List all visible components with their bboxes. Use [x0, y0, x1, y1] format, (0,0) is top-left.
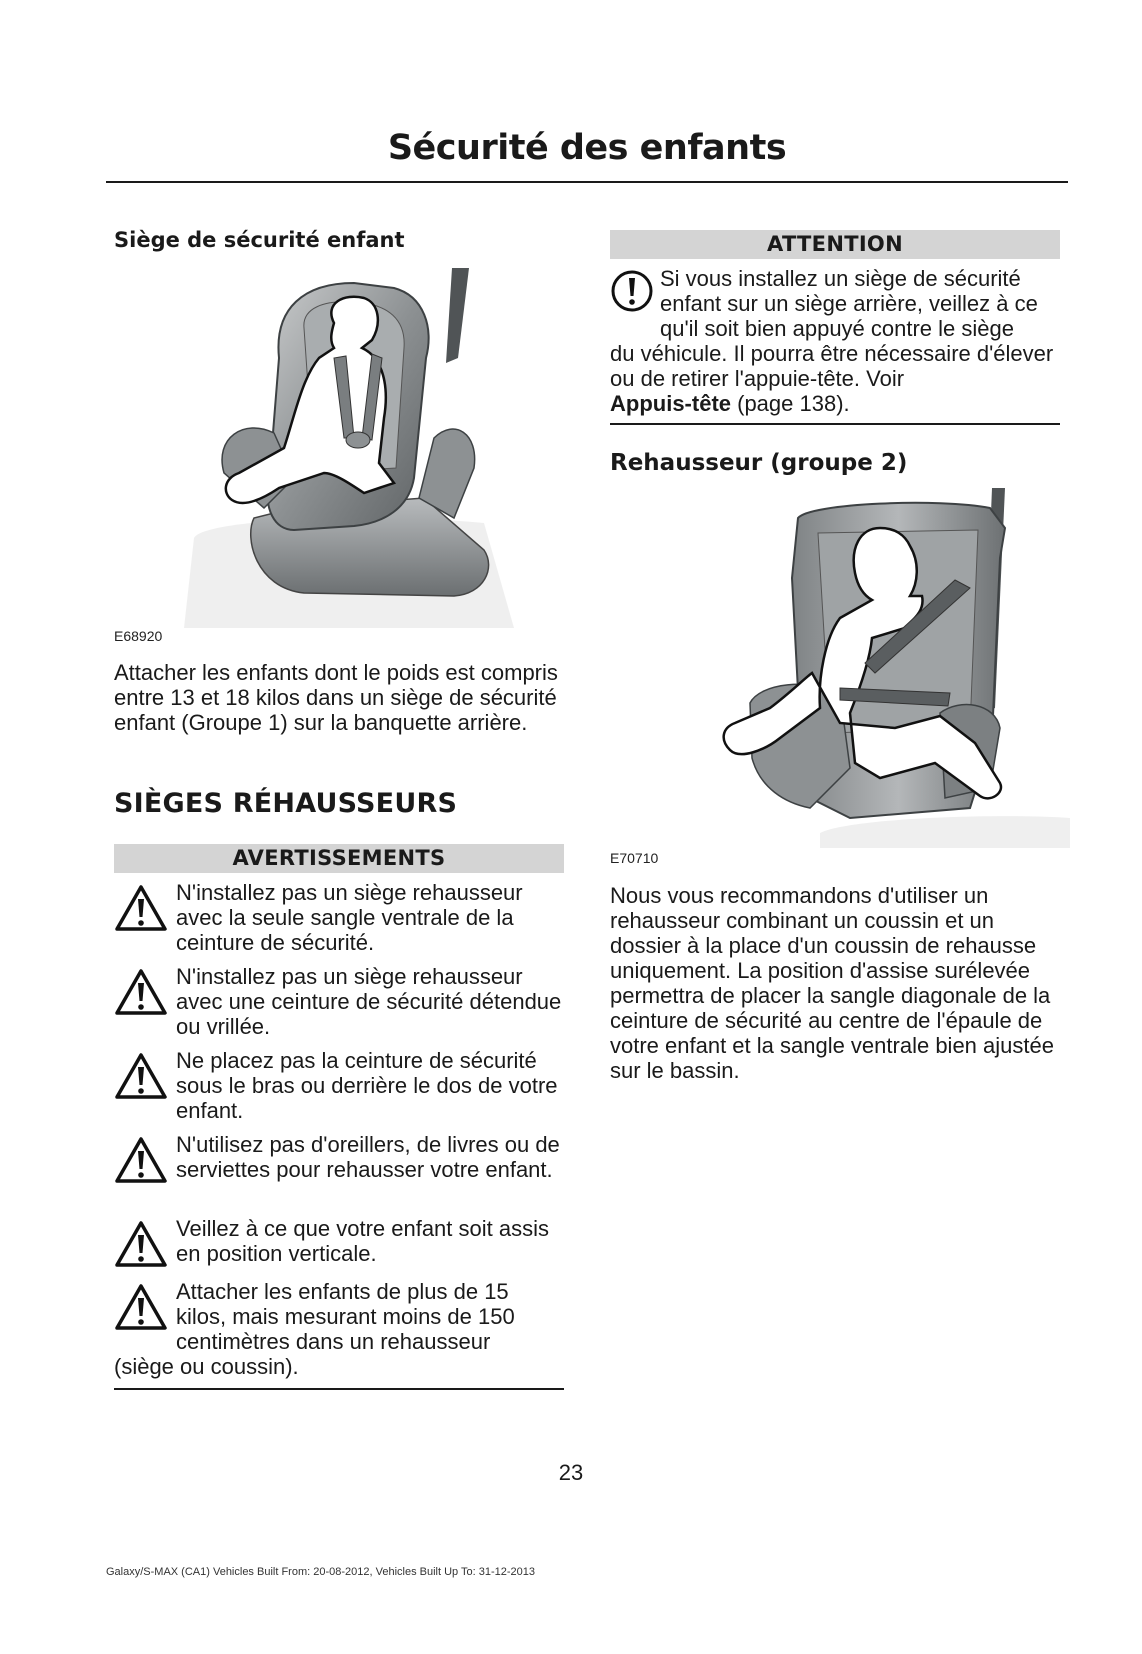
warning-item [114, 1216, 564, 1279]
page-number: 23 [558, 1460, 584, 1485]
warning-text-line: centimètres dans un rehausseur [176, 1329, 491, 1354]
page-title: Sécurité des enfants [387, 128, 787, 168]
child-seat-paragraph: Attacher les enfants dont le poids est compris entre 13 et 18 kilos dans un siège de sécurité enfant (Groupe 1) sur la banquette arrière. [114, 660, 558, 735]
booster-seats-section-heading: SIÈGES RÉHAUSSEURS [114, 788, 458, 819]
attention-text-rest [610, 341, 1060, 416]
warning-text: Veillez à ce que votre enfant soit assis en position verticale. [176, 1216, 549, 1266]
attention-content [610, 266, 1060, 416]
attention-box [610, 230, 1060, 425]
warning-item [114, 1132, 564, 1216]
warnings-header: AVERTISSEMENTS [114, 844, 564, 873]
title-divider [106, 181, 1068, 183]
attention-page-ref: (page 138). [731, 391, 850, 416]
warning-item [114, 964, 564, 1048]
booster-recommendation-paragraph: Nous vous recommandons d'utiliser un rehausseur combinant un coussin et un dossier à la place d'un coussin de rehausse uniquement. La position d'assise surélevée permettra de placer la sangle diagonale de la ceinture de sécurité au centre de l'épaule de votre enfant et la sangle ventrale bien ajustée sur le bassin. [610, 883, 1054, 1083]
warning-text: N'installez pas un siège rehausseur avec une ceinture de sécurité détendue ou vrillée. [176, 964, 562, 1039]
booster-seat-illustration [700, 488, 1070, 848]
child-seat-illustration [184, 268, 584, 628]
warning-text: N'utilisez pas d'oreillers, de livres ou de serviettes pour rehausser votre enfant. [176, 1132, 560, 1182]
warning-triangle-icon [114, 884, 168, 932]
warning-item [114, 1048, 564, 1132]
warnings-box [114, 844, 564, 1390]
warning-item [114, 880, 564, 964]
warning-text-line: Attacher les enfants de plus de 15 [176, 1279, 509, 1304]
warning-triangle-icon [114, 968, 168, 1016]
warning-text: N'installez pas un siège rehausseur avec la seule sangle ventrale de la ceinture de sécurité. [176, 880, 523, 955]
exclamation-circle-icon [610, 269, 654, 313]
warning-text-tail: (siège ou coussin). [114, 1354, 299, 1379]
attention-box-bottom-rule [610, 423, 1060, 425]
warning-triangle-icon [114, 1220, 168, 1268]
warning-item [114, 1279, 564, 1383]
warning-triangle-icon [114, 1052, 168, 1100]
figure-1-label: E68920 [114, 628, 163, 644]
warnings-list [114, 880, 564, 1383]
page-footer: Galaxy/S-MAX (CA1) Vehicles Built From: 20-08-2012, Vehicles Built Up To: 31-12-2013 [106, 1566, 535, 1578]
warning-text: Ne placez pas la ceinture de sécurité sous le bras ou derrière le dos de votre enfant. [176, 1048, 558, 1123]
warnings-box-bottom-rule [114, 1388, 564, 1390]
warning-triangle-icon [114, 1136, 168, 1184]
attention-text-indented: Si vous installez un siège de sécurité enfant sur un siège arrière, veillez à ce qu'il soit bien appuyé contre le siège [660, 266, 1038, 341]
warning-triangle-icon [114, 1283, 168, 1331]
attention-headrest-link[interactable]: Appuis-tête [610, 391, 731, 416]
figure-2-label: E70710 [610, 850, 659, 866]
attention-header: ATTENTION [610, 230, 1060, 259]
warning-text-line: kilos, mais mesurant moins de 150 [176, 1304, 515, 1329]
child-seat-heading: Siège de sécurité enfant [114, 228, 405, 252]
booster-group2-heading: Rehausseur (groupe 2) [610, 450, 908, 476]
attention-text-body: du véhicule. Il pourra être nécessaire d'élever ou de retirer l'appuie-tête. Voir [610, 341, 1054, 391]
